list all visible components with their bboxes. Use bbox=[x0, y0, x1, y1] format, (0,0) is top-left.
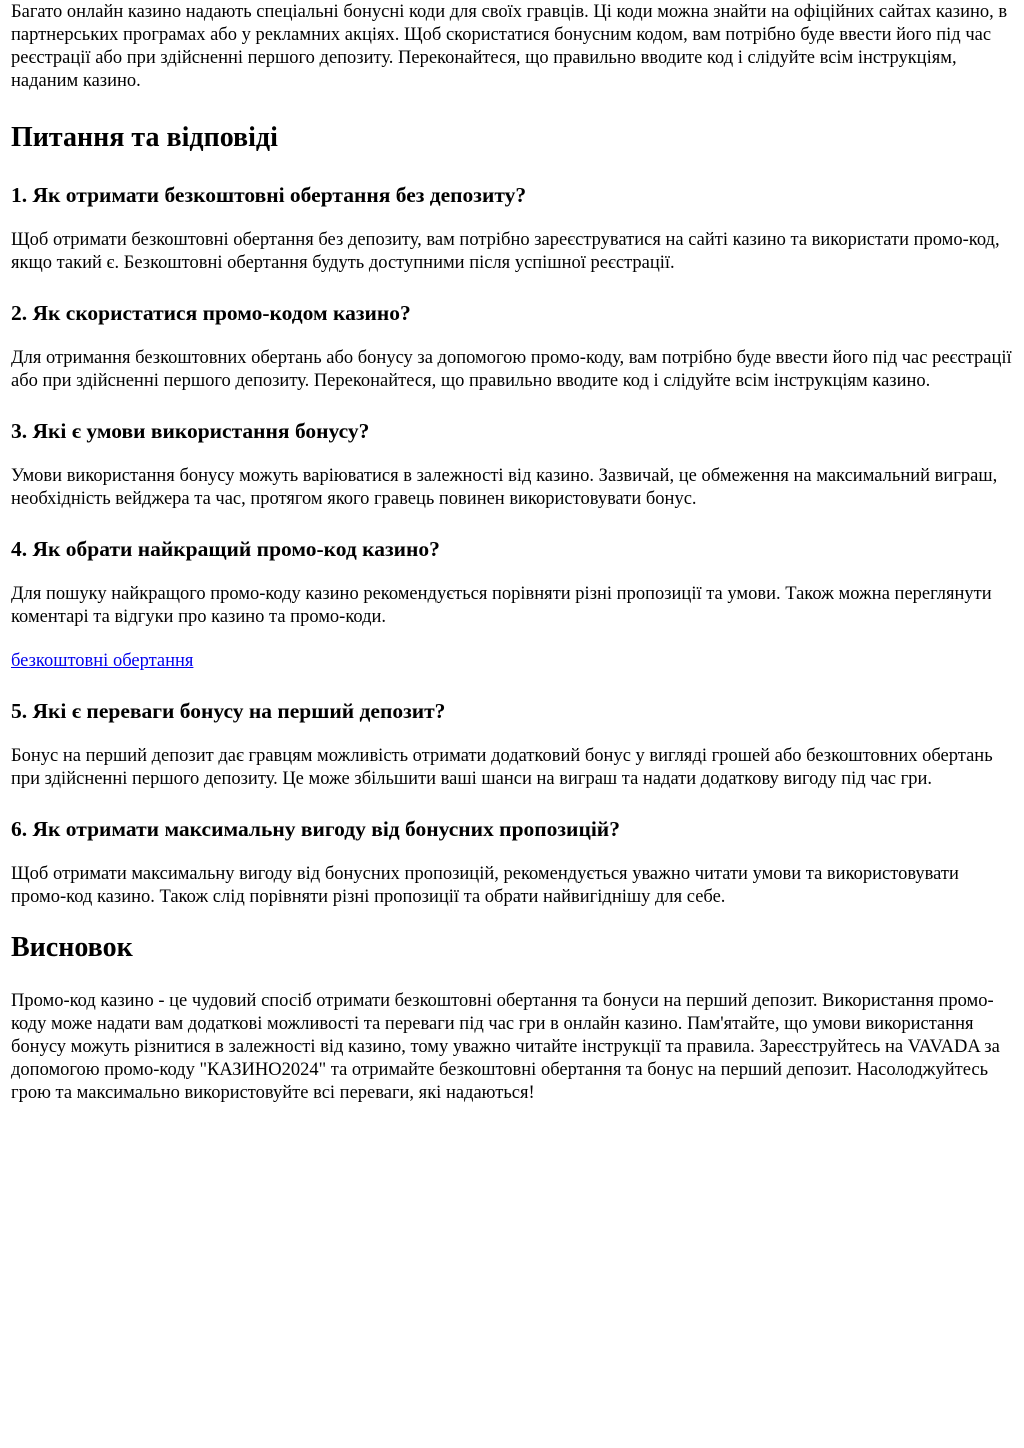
conclusion-paragraph: Промо-код казино - це чудовий спосіб отримати безкоштовні обертання та бонуси на перший депозит. Використання промо-коду може надати вам додаткові можливості та переваги під час гри в онлайн казино. Пам'ятайте, що умови використання бонусу можуть різнитися в залежності від казино, тому уважно читайте інструкції та правила. Зареєструйтесь на VAVADA за допомогою промо-коду "КАЗИНО2024" та отримайте безкоштовні обертання та бонус на перший депозит. Насолоджуйтесь грою та максимально використовуйте всі переваги, які надаються! bbox=[11, 991, 1000, 1103]
faq-answer-3: Умови використання бонусу можуть варіюватися в залежності від казино. Зазвичай, це обмеження на максимальний виграш, необхідність вейджера та час, протягом якого гравець повинен використовувати бонус. bbox=[11, 466, 998, 509]
faq-heading: Питання та відповіді bbox=[11, 122, 278, 153]
faq-answer-1: Щоб отримати безкоштовні обертання без депозиту, вам потрібно зареєструватися на сайті казино та використати промо-код, якщо такий є. Безкоштовні обертання будуть доступними після успішної реєстрації. bbox=[11, 230, 1000, 273]
faq-question-6: 6. Як отримати максимальну вигоду від бонусних пропозицій? bbox=[11, 817, 620, 841]
faq-question-2: 2. Як скористатися промо-кодом казино? bbox=[11, 301, 411, 325]
conclusion-heading: Висновок bbox=[11, 932, 133, 963]
faq-answer-6: Щоб отримати максимальну вигоду від бонусних пропозицій, рекомендується уважно читати умови та використовувати промо-код казино. Також слід порівняти різні пропозиції та обрати найвигіднішу для себе. bbox=[11, 864, 959, 907]
free-spins-link-paragraph bbox=[11, 650, 1013, 673]
faq-question-4: 4. Як обрати найкращий промо-код казино? bbox=[11, 537, 440, 561]
intro-paragraph: Багато онлайн казино надають спеціальні бонусні коди для своїх гравців. Ці коди можна знайти на офіційних сайтах казино, в партнерських програмах або у рекламних акціях. Щоб скористатися бонусним кодом, вам потрібно буде ввести його під час реєстрації або при здійсненні першого депозиту. Переконайтеся, що правильно вводите код і слідуйте всім інструкціям, наданим казино. bbox=[11, 2, 1008, 91]
faq-question-1: 1. Як отримати безкоштовні обертання без депозиту? bbox=[11, 183, 527, 207]
faq-answer-5: Бонус на перший депозит дає гравцям можливість отримати додатковий бонус у вигляді грошей або безкоштовних обертань при здійсненні першого депозиту. Це може збільшити ваші шанси на виграш та надати додаткову вигоду під час гри. bbox=[11, 746, 993, 789]
faq-answer-4: Для пошуку найкращого промо-коду казино рекомендується порівняти різні пропозиції та умови. Також можна переглянути коментарі та відгуки про казино та промо-коди. bbox=[11, 584, 992, 627]
free-spins-link[interactable]: безкоштовні обертання bbox=[11, 651, 194, 671]
faq-question-3: 3. Які є умови використання бонусу? bbox=[11, 419, 370, 443]
faq-question-5: 5. Які є переваги бонусу на перший депозит? bbox=[11, 699, 446, 723]
faq-answer-2: Для отримання безкоштовних обертань або бонусу за допомогою промо-коду, вам потрібно буде ввести його під час реєстрації або при здійсненні першого депозиту. Переконайтеся, що правильно вводите код і слідуйте всім інструкціям казино. bbox=[11, 348, 1012, 391]
